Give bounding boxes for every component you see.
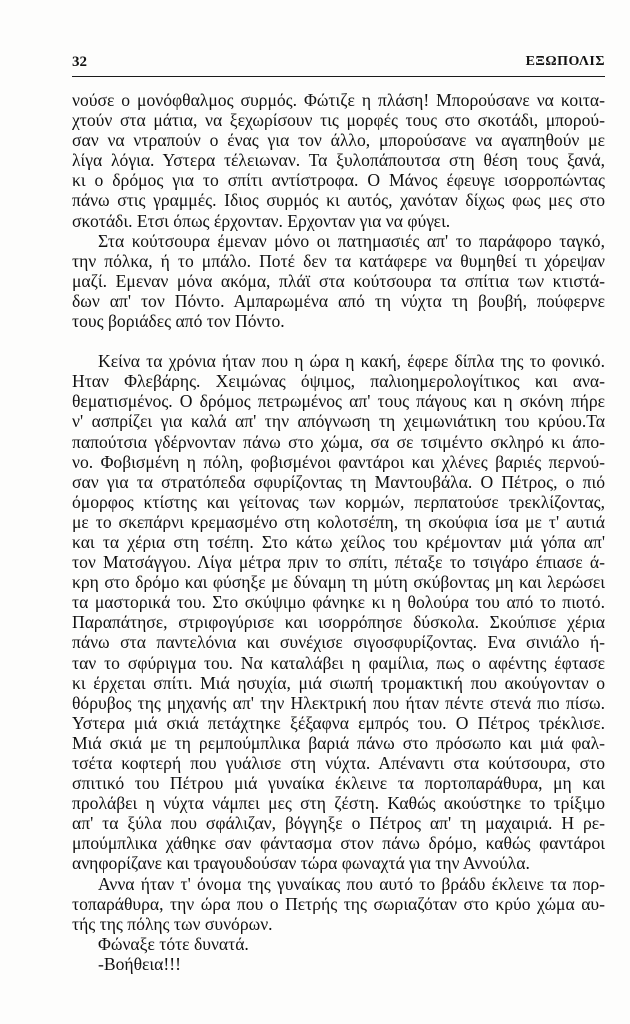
- text-line: σκοτάδι. Ετσι όπως έρχονταν. Ερχονταν για να φύγει.: [72, 210, 451, 231]
- running-title: ΕΞΩΠΟΛΙΣ: [525, 54, 605, 69]
- text-line: μαζί. Εμεναν μόνα ακόμα, πλάϊ στα κούτσουρα τα σπίτια των κτιστά-: [72, 270, 605, 291]
- text-line: απ' τα ξύλα που σφάλιζαν, βόγγηξε ο Πέτρος απ' τη μαχαιριά. Η ρε-: [72, 813, 605, 834]
- paragraph: [72, 874, 605, 934]
- text-line: πάνω στις γραμμές. Ιδιος συρμός κι αυτός, χανόταν δίχως φως μες στο: [72, 190, 605, 211]
- page-header: [72, 46, 605, 70]
- header-rule: [72, 76, 605, 77]
- text-line: θόρυβος της μηχανής απ' την Ηλεκτρική που ήταν πέντε στενά πιο πίσω.: [72, 692, 605, 713]
- text-line: νούσε ο μονόφθαλμος συρμός. Φώτιζε η πλάση! Μπορούσανε να κοιτα-: [72, 90, 605, 110]
- text-line: Κείνα τα χρόνια ήταν που η ώρα η κακή, έφερε δίπλα της το φονικό.: [98, 351, 605, 372]
- text-line: θεματισμένος. Ο δρόμος πετρωμένος απ' τους πάγους και η σκόνη πήρε: [72, 391, 605, 412]
- text-line: με το σκεπάρνι κρεμασμένο στη κολοτσέπη, τη σκούφια ίσα με τ' αυτιά: [72, 511, 605, 532]
- text-line: Παραπάτησε, στριφογύρισε και ισορρόπησε δύσκολα. Σκούπισε χέρια: [72, 612, 605, 633]
- paragraph: [72, 934, 605, 954]
- text-line: κρη στο δρόμο και φύσηξε με δύναμη τη μύτη σκύβοντας μη και λερώσει: [72, 572, 605, 593]
- body-text: [72, 90, 605, 974]
- text-line: τον Ματσάγγου. Λίγα μέτρα πριν το σπίτι, πέταξε το τσιγάρο έπιασε ά-: [72, 552, 605, 573]
- text-line: σπιτικό του Πέτρου μιά γυναίκα έκλεινε τα πορτοπαράθυρα, μη και: [72, 773, 605, 794]
- text-line: παπούτσια γδέρνονταν πάνω στο χώμα, σα σε τσιμέντο σκληρό κι άπο-: [72, 431, 605, 452]
- text-line: προλάβει η νύχτα νάμπει μες στη ζέστη. Καθώς ακούστηκε το τρίξιμο: [72, 793, 605, 814]
- text-line: Φώναξε τότε δυνατά.: [98, 933, 249, 954]
- text-line: τους βοριάδες από τον Πόντο.: [72, 311, 285, 332]
- text-line: σαν να ντραπούν ο ένας για τον άλλο, μπορούσανε να αγαπηθούν με: [72, 130, 605, 151]
- page-number: 32: [72, 54, 87, 70]
- paragraph: [72, 231, 605, 331]
- text-line: λίγα λόγια. Υστερα τέλειωναν. Τα ξυλοπάπουτσα στη θέση τους ξανά,: [72, 150, 605, 171]
- paragraph-gap: [72, 331, 605, 351]
- text-line: δων απ' τον Πόντο. Αμπαρωμένα από τη νύχτα τη βουβή, πούφερνε: [72, 290, 605, 311]
- text-line: μπούμπλικα χάθηκε σαν φάντασμα στον πάνω δρόμο, καθώς φαντάροι: [72, 833, 605, 854]
- text-line: Αννα ήταν τ' όνομα της γυναίκας που αυτό το βράδυ έκλεινε τα πορ-: [98, 873, 605, 894]
- text-line: τοπαράθυρα, την ώρα που ο Πετρής της σωριαζόταν στο κρύο χώμα αυ-: [72, 893, 605, 914]
- text-line: ν' ασπρίζει για καλά απ' την απόγνωση τη χειμωνιάτικη του κρύου.Τα: [72, 411, 605, 432]
- text-line: ανηφορίζανε και τραγουδούσαν τώρα φωναχτά για την Αννούλα.: [72, 853, 530, 874]
- text-line: σαν για τα στρατόπεδα σφυρίζοντας τη Μαντουβάλα. Ο Πέτρος, ο πιό: [72, 471, 605, 492]
- text-line: ταν το σφύριγμα του. Να καταλάβει η φαμίλια, πως ο αφέντης έφτασε: [72, 652, 605, 673]
- text-line: Στα κούτσουρα έμεναν μόνο οι πατημασιές απ' το παράφορο ταγκό,: [98, 230, 605, 251]
- text-line: -Βοήθεια!!!: [98, 953, 181, 974]
- text-line: τής της πόλης των συνόρων.: [72, 913, 273, 934]
- text-line: και τα χέρια στη τσέπη. Στο κάτω χείλος του κρέμονταν μιά γόπα απ': [72, 531, 605, 552]
- paragraph: [72, 90, 605, 231]
- text-line: κι έρχεται σπίτι. Μιά ησυχία, μιά σιωπή τρομακτική που ακούγονταν ο: [72, 672, 605, 693]
- paragraph: [72, 954, 605, 974]
- paragraph: [72, 351, 605, 873]
- text-line: την πόλκα, ή το μπάλο. Ποτέ δεν τα κατάφερε να θυμηθεί τι χόρεψαν: [72, 250, 605, 271]
- text-line: χτούν στα μάτια, να ξεχωρίσουν τις μορφές τους στο σκοτάδι, μπορού-: [72, 110, 605, 131]
- text-line: κι ο δρόμος για το σπίτι αντίστροφα. Ο Μάνος έφευγε ισορροπώντας: [72, 170, 605, 191]
- text-line: νο. Φοβισμένη η πόλη, φοβισμένοι φαντάροι και χλένες βαριές περνού-: [72, 451, 605, 472]
- text-line: Ηταν Φλεβάρης. Χειμώνας όψιμος, παλιοημερολογίτικος και ανα-: [72, 371, 605, 392]
- text-line: Υστερα μιά σκιά πετάχτηκε ξέξαφνα εμπρός του. Ο Πέτρος τρέκλισε.: [72, 712, 605, 733]
- text-line: πάνω στα παντελόνια και συνέχισε σιγοσφυρίζοντας. Ενα σινιάλο ή-: [72, 632, 605, 653]
- text-line: τα μαστορικά του. Στο σκύψιμο φάνηκε κι η θολούρα του από το πιοτό.: [72, 592, 605, 613]
- text-line: Μιά σκιά με τη ρεμπούμπλικα βαριά πάνω στο πρόσωπο και μιά φαλ-: [72, 732, 605, 753]
- text-line: τσέτα κοφτερή που γυάλισε στη νύχτα. Απέναντι στα κούτσουρα, στο: [72, 753, 605, 773]
- text-line: όμορφος κτίστης και γείτονας των κορμών, περπατούσε τρεκλίζοντας,: [72, 491, 605, 512]
